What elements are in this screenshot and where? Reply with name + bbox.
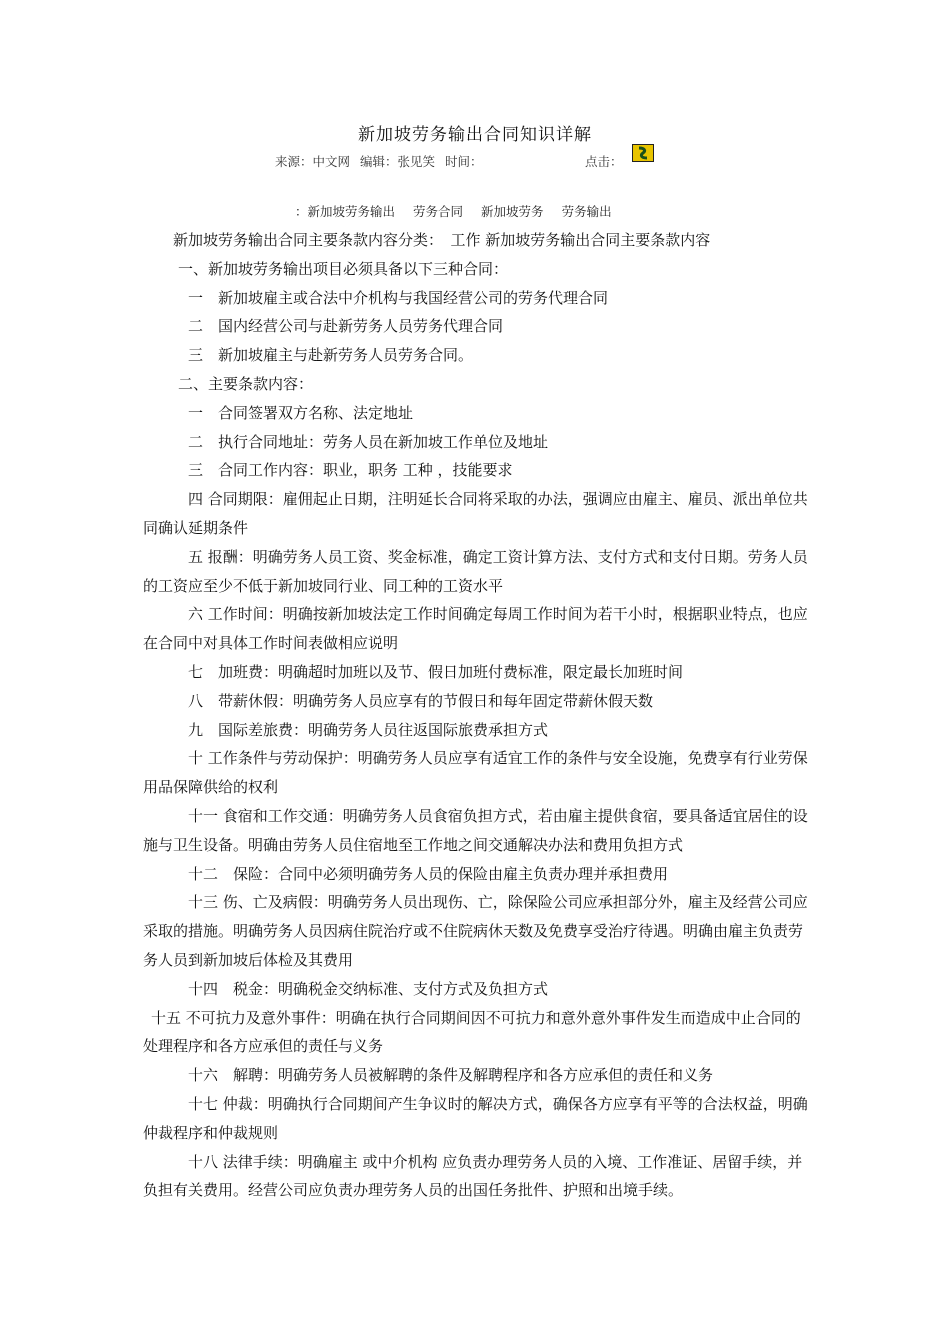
paragraph: 十二 保险：合同中必须明确劳务人员的保险由雇主负责办理并承担费用 xyxy=(188,864,669,883)
paragraph: 八 带薪休假：明确劳务人员应享有的节假日和每年固定带薪休假天数 xyxy=(188,691,654,710)
tag-link[interactable]: 新加坡劳务输出 xyxy=(307,204,396,219)
keyword-tags xyxy=(295,202,630,220)
paragraph: 二 执行合同地址：劳务人员在新加坡工作单位及地址 xyxy=(188,432,549,451)
paragraph: 一 新加坡雇主或合法中介机构与我国经营公司的劳务代理合同 xyxy=(188,288,609,307)
meta-clicks: 点击： xyxy=(585,154,623,169)
paragraph: 四 合同期限：雇佣起止日期，注明延长合同将采取的办法，强调应由雇主、雇员、派出单位共同确认延期条件 xyxy=(143,490,808,537)
meta-source: 来源：中文网 xyxy=(275,154,351,169)
paragraph: 十七 仲裁：明确执行合同期间产生争议时的解决方式，确保各方应享有平等的合法权益，明确仲裁程序和仲裁规则 xyxy=(143,1094,808,1142)
paragraph: 十 工作条件与劳动保护：明确劳务人员应享有适宜工作的条件与安全设施，免费享有行业劳保用品保障供给的权利 xyxy=(143,749,808,797)
article-body xyxy=(143,226,808,1205)
paragraph: 七 加班费：明确超时加班以及节、假日加班付费标准，限定最长加班时间 xyxy=(188,662,684,681)
counter-icon xyxy=(632,144,654,162)
paragraph: 十一 食宿和工作交通：明确劳务人员食宿负担方式，若由雇主提供食宿，要具备适宜居住的设施与卫生设备。明确由劳务人员住宿地至工作地之间交通解决办法和费用负担方式 xyxy=(143,806,808,854)
paragraph: 十五 不可抗力及意外事件：明确在执行合同期间因不可抗力和意外意外事件发生而造成中止合同的处理程序和各方应承但的责任与义务 xyxy=(143,1008,801,1056)
tag-link[interactable]: 新加坡劳务 xyxy=(481,204,544,219)
paragraph: 新加坡劳务输出合同主要条款内容分类： 工作 新加坡劳务输出合同主要条款内容 xyxy=(173,231,711,249)
paragraph: 二 国内经营公司与赴新劳务人员劳务代理合同 xyxy=(188,317,504,336)
paragraph: 二、主要条款内容： xyxy=(178,374,314,393)
paragraph: 六 工作时间：明确按新加坡法定工作时间确定每周工作时间为若干小时，根据职业特点，也应在合同中对具体工作时间表做相应说明 xyxy=(143,605,808,653)
meta-time: 时间： xyxy=(445,154,483,169)
document-title: 新加坡劳务输出合同知识详解 xyxy=(358,125,592,145)
tag-link[interactable]: 劳务输出 xyxy=(561,204,612,219)
paragraph: 一 合同签署双方名称、法定地址 xyxy=(188,403,414,422)
paragraph: 十三 伤、亡及病假：明确劳务人员出现伤、亡，除保险公司应承担部分外，雇主及经营公司应采取的措施。明确劳务人员因病住院治疗或不住院病休天数及免费享受治疗待遇。明确由雇主负责劳务人员到新加坡后体检及其费用 xyxy=(143,893,808,969)
paragraph: 十八 法律手续：明确雇主 或中介机构 应负责办理劳务人员的入境、工作准证、居留手续，并负担有关费用。经营公司应负责办理劳务人员的出国任务批件、护照和出境手续。 xyxy=(143,1152,803,1200)
paragraph: 十六 解聘：明确劳务人员被解聘的条件及解聘程序和各方应承但的责任和义务 xyxy=(188,1066,714,1085)
meta-editor: 编辑：张见笑 xyxy=(360,154,436,169)
article-meta xyxy=(275,152,623,170)
paragraph: 三 新加坡雇主与赴新劳务人员劳务合同。 xyxy=(188,346,474,365)
paragraph: 五 报酬：明确劳务人员工资、奖金标准，确定工资计算方法、支付方式和支付日期。劳务人员的工资应至少不低于新加坡同行业、同工种的工资水平 xyxy=(143,547,808,595)
paragraph: 一、新加坡劳务输出项目必须具备以下三种合同： xyxy=(178,259,509,278)
tag-link[interactable]: 劳务合同 xyxy=(413,204,464,219)
paragraph: 十四 税金：明确税金交纳标准、支付方式及负担方式 xyxy=(188,979,549,998)
paragraph: 九 国际差旅费：明确劳务人员往返国际旅费承担方式 xyxy=(188,720,549,739)
paragraph: 三 合同工作内容：职业，职务 工种 ，技能要求 xyxy=(188,461,513,480)
tags-prefix: ： xyxy=(295,204,308,219)
